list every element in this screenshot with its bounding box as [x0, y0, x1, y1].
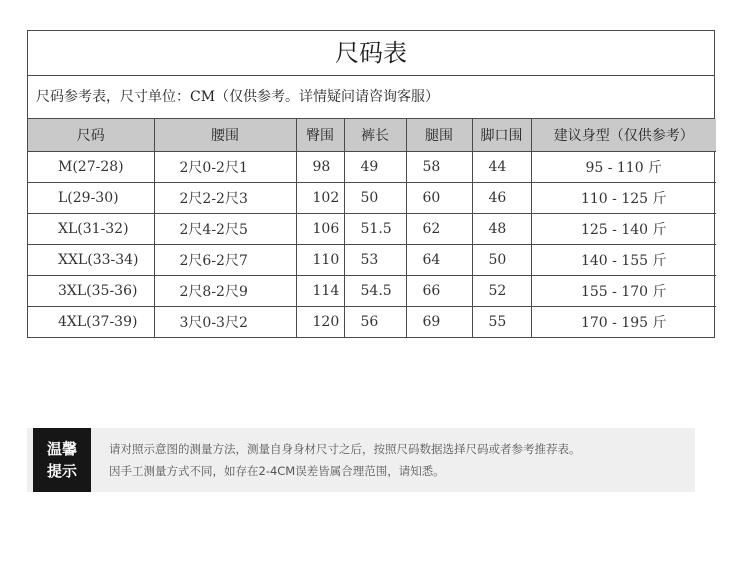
table-row	[28, 245, 716, 276]
cell-size: XL(31-32)	[28, 214, 154, 245]
header-hip: 臀围	[296, 119, 344, 152]
cell-recommended-body: 155 - 170 斤	[531, 276, 716, 307]
cell-size: XXL(33-34)	[28, 245, 154, 276]
cell-thigh: 58	[406, 152, 472, 183]
tips-badge-line1: 温馨	[46, 440, 77, 458]
header-size: 尺码	[28, 119, 154, 152]
cell-thigh: 62	[406, 214, 472, 245]
cell-waist: 2尺8-2尺9	[154, 276, 296, 307]
header-recommended-body: 建议身型（仅供参考）	[531, 119, 716, 152]
header-leg-opening: 脚口围	[472, 119, 531, 152]
cell-leg-opening: 55	[472, 307, 531, 338]
cell-size: M(27-28)	[28, 152, 154, 183]
cell-leg-opening: 44	[472, 152, 531, 183]
cell-length: 49	[344, 152, 406, 183]
cell-hip: 114	[296, 276, 344, 307]
table-row	[28, 307, 716, 338]
size-table	[28, 119, 716, 337]
cell-hip: 110	[296, 245, 344, 276]
cell-size: 3XL(35-36)	[28, 276, 154, 307]
cell-recommended-body: 125 - 140 斤	[531, 214, 716, 245]
cell-thigh: 64	[406, 245, 472, 276]
cell-recommended-body: 140 - 155 斤	[531, 245, 716, 276]
cell-hip: 102	[296, 183, 344, 214]
cell-recommended-body: 110 - 125 斤	[531, 183, 716, 214]
header-thigh: 腿围	[406, 119, 472, 152]
cell-length: 53	[344, 245, 406, 276]
cell-waist: 2尺2-2尺3	[154, 183, 296, 214]
cell-length: 56	[344, 307, 406, 338]
cell-leg-opening: 52	[472, 276, 531, 307]
cell-hip: 98	[296, 152, 344, 183]
table-header-row	[28, 119, 716, 152]
tips-line-1: 请对照示意图的测量方法，测量自身身材尺寸之后，按照尺码数据选择尺码或者参考推荐表。	[109, 442, 581, 456]
cell-size: 4XL(37-39)	[28, 307, 154, 338]
tips-box	[27, 428, 695, 492]
cell-hip: 120	[296, 307, 344, 338]
chart-note: 尺码参考表，尺寸单位：CM（仅供参考。详情疑问请咨询客服）	[28, 76, 714, 119]
tips-badge-line2: 提示	[46, 462, 77, 480]
tips-line-2: 因手工测量方式不同，如存在2-4CM误差皆属合理范围，请知悉。	[109, 464, 445, 478]
cell-leg-opening: 50	[472, 245, 531, 276]
header-waist: 腰围	[154, 119, 296, 152]
cell-thigh: 69	[406, 307, 472, 338]
cell-length: 51.5	[344, 214, 406, 245]
cell-waist: 2尺4-2尺5	[154, 214, 296, 245]
cell-thigh: 66	[406, 276, 472, 307]
cell-recommended-body: 95 - 110 斤	[531, 152, 716, 183]
cell-hip: 106	[296, 214, 344, 245]
cell-leg-opening: 46	[472, 183, 531, 214]
table-row	[28, 214, 716, 245]
size-chart	[27, 30, 715, 338]
cell-length: 50	[344, 183, 406, 214]
tips-badge	[33, 428, 91, 492]
cell-length: 54.5	[344, 276, 406, 307]
cell-thigh: 60	[406, 183, 472, 214]
cell-recommended-body: 170 - 195 斤	[531, 307, 716, 338]
chart-title: 尺码表	[28, 31, 714, 76]
cell-waist: 2尺0-2尺1	[154, 152, 296, 183]
table-row	[28, 183, 716, 214]
cell-leg-opening: 48	[472, 214, 531, 245]
header-length: 裤长	[344, 119, 406, 152]
table-row	[28, 276, 716, 307]
cell-waist: 3尺0-3尺2	[154, 307, 296, 338]
table-row	[28, 152, 716, 183]
cell-size: L(29-30)	[28, 183, 154, 214]
cell-waist: 2尺6-2尺7	[154, 245, 296, 276]
tips-text	[109, 438, 689, 482]
